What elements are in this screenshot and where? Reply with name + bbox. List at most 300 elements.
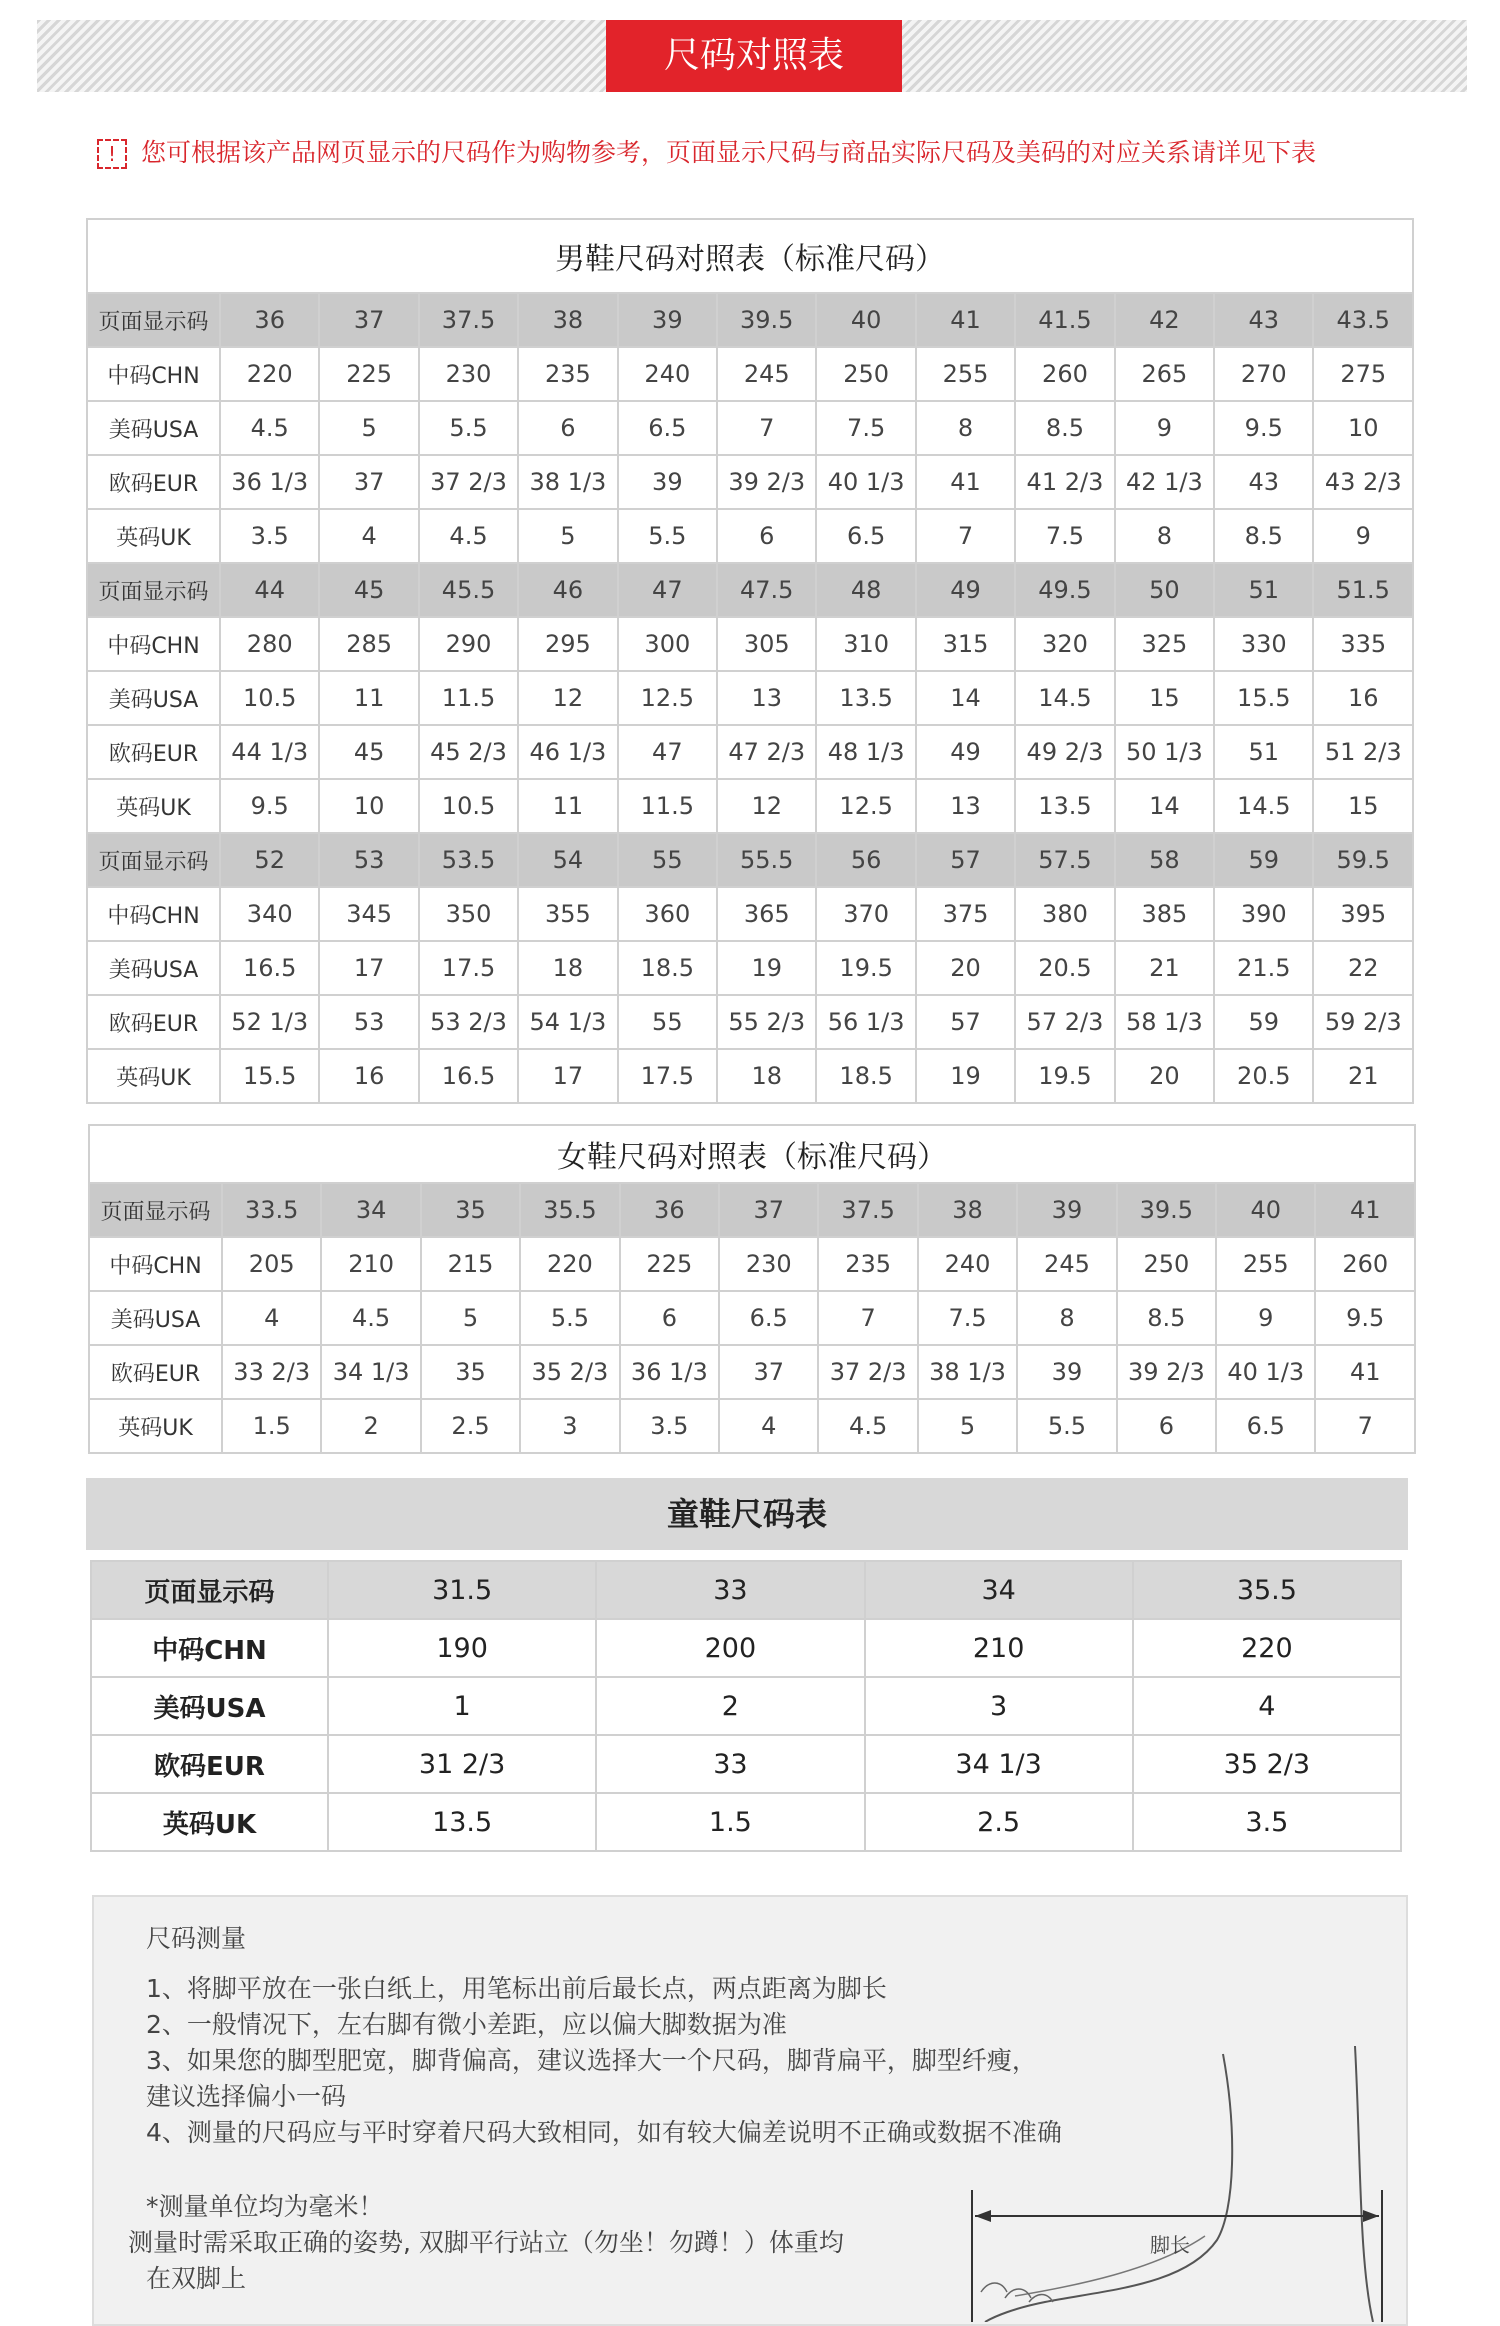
size-cell: 14 (916, 671, 1015, 725)
row-label: 中码CHN (87, 617, 220, 671)
size-cell: 34 (321, 1183, 420, 1237)
size-cell: 250 (816, 347, 915, 401)
size-cell: 255 (1216, 1237, 1315, 1291)
row-label: 页面显示码 (91, 1561, 328, 1619)
size-cell: 6.5 (719, 1291, 818, 1345)
size-cell: 48 (816, 563, 915, 617)
size-cell: 33 (596, 1735, 864, 1793)
size-cell: 58 1/3 (1115, 995, 1214, 1049)
size-cell: 6.5 (1216, 1399, 1315, 1453)
size-cell: 8 (1017, 1291, 1116, 1345)
size-cell: 325 (1115, 617, 1214, 671)
size-cell: 39 (1017, 1345, 1116, 1399)
table-row (87, 833, 1413, 887)
size-cell: 11 (518, 779, 617, 833)
size-cell: 350 (419, 887, 518, 941)
size-cell: 3.5 (620, 1399, 719, 1453)
size-cell: 40 (1216, 1183, 1315, 1237)
size-cell: 37 (319, 455, 418, 509)
size-cell: 17.5 (618, 1049, 717, 1103)
size-cell: 37.5 (818, 1183, 917, 1237)
size-cell: 53 (319, 833, 418, 887)
size-cell: 38 1/3 (918, 1345, 1017, 1399)
size-cell: 35 2/3 (1133, 1735, 1401, 1793)
men-table-title: 男鞋尺码对照表（标准尺码） (87, 219, 1413, 293)
size-cell: 11.5 (419, 671, 518, 725)
size-cell: 5 (319, 401, 418, 455)
size-cell: 305 (717, 617, 816, 671)
table-row (87, 725, 1413, 779)
size-cell: 42 (1115, 293, 1214, 347)
kids-table-title: 童鞋尺码表 (86, 1478, 1408, 1550)
measure-step: 建议选择偏小一码 (146, 2082, 347, 2111)
row-label: 欧码EUR (87, 995, 220, 1049)
size-cell: 51 (1214, 725, 1313, 779)
size-cell: 16.5 (419, 1049, 518, 1103)
size-cell: 270 (1214, 347, 1313, 401)
row-label: 英码UK (91, 1793, 328, 1851)
size-cell: 220 (520, 1237, 619, 1291)
size-cell: 59 2/3 (1313, 995, 1413, 1049)
size-cell: 190 (328, 1619, 596, 1677)
size-cell: 220 (1133, 1619, 1401, 1677)
table-row (89, 1345, 1415, 1399)
size-cell: 59 (1214, 995, 1313, 1049)
size-cell: 2 (321, 1399, 420, 1453)
size-cell: 53 (319, 995, 418, 1049)
size-cell: 390 (1214, 887, 1313, 941)
size-cell: 7 (818, 1291, 917, 1345)
size-cell: 240 (918, 1237, 1017, 1291)
size-cell: 8.5 (1214, 509, 1313, 563)
measure-note: 测量时需采取正确的姿势, 双脚平行站立（勿坐！勿蹲！）体重均 (128, 2228, 844, 2257)
size-cell: 6 (717, 509, 816, 563)
size-cell: 14.5 (1015, 671, 1114, 725)
size-cell: 52 (220, 833, 319, 887)
size-cell: 20.5 (1015, 941, 1114, 995)
size-cell: 205 (222, 1237, 321, 1291)
size-cell: 33 2/3 (222, 1345, 321, 1399)
size-cell: 7 (916, 509, 1015, 563)
size-cell: 57.5 (1015, 833, 1114, 887)
size-cell: 39.5 (717, 293, 816, 347)
row-label: 中码CHN (87, 887, 220, 941)
size-cell: 48 1/3 (816, 725, 915, 779)
row-label: 页面显示码 (89, 1183, 222, 1237)
size-cell: 220 (220, 347, 319, 401)
size-cell: 41 (1315, 1345, 1415, 1399)
size-cell: 260 (1015, 347, 1114, 401)
notice (97, 133, 1316, 169)
size-cell: 265 (1115, 347, 1214, 401)
row-label: 页面显示码 (87, 563, 220, 617)
table-row (91, 1677, 1401, 1735)
row-label: 欧码EUR (87, 455, 220, 509)
table-row (87, 941, 1413, 995)
size-cell: 46 (518, 563, 617, 617)
size-cell: 56 1/3 (816, 995, 915, 1049)
size-cell: 17 (319, 941, 418, 995)
size-cell: 8.5 (1015, 401, 1114, 455)
size-cell: 36 1/3 (620, 1345, 719, 1399)
size-cell: 225 (319, 347, 418, 401)
size-cell: 1 (328, 1677, 596, 1735)
size-cell: 21.5 (1214, 941, 1313, 995)
size-cell: 6 (1117, 1399, 1216, 1453)
size-cell: 13.5 (816, 671, 915, 725)
size-cell: 51 2/3 (1313, 725, 1413, 779)
size-cell: 10.5 (419, 779, 518, 833)
size-cell: 6 (518, 401, 617, 455)
size-cell: 20 (1115, 1049, 1214, 1103)
size-cell: 210 (865, 1619, 1133, 1677)
size-cell: 51 (1214, 563, 1313, 617)
row-label: 页面显示码 (87, 293, 220, 347)
size-cell: 320 (1015, 617, 1114, 671)
size-cell: 3 (865, 1677, 1133, 1735)
row-label: 美码USA (87, 401, 220, 455)
table-row (87, 401, 1413, 455)
size-cell: 33.5 (222, 1183, 321, 1237)
size-cell: 7.5 (816, 401, 915, 455)
size-cell: 18.5 (816, 1049, 915, 1103)
table-row (87, 347, 1413, 401)
size-cell: 21 (1313, 1049, 1413, 1103)
size-cell: 3.5 (220, 509, 319, 563)
size-cell: 39 (618, 293, 717, 347)
table-row (87, 671, 1413, 725)
table-row (91, 1793, 1401, 1851)
row-label: 中码CHN (89, 1237, 222, 1291)
size-cell: 200 (596, 1619, 864, 1677)
table-row (89, 1183, 1415, 1237)
size-cell: 47 2/3 (717, 725, 816, 779)
size-cell: 17.5 (419, 941, 518, 995)
measure-note: *测量单位均为毫米！ (146, 2192, 384, 2221)
size-cell: 13 (717, 671, 816, 725)
size-cell: 310 (816, 617, 915, 671)
size-cell: 290 (419, 617, 518, 671)
size-cell: 345 (319, 887, 418, 941)
size-cell: 9 (1115, 401, 1214, 455)
men-size-table (86, 218, 1414, 1104)
size-cell: 37 (719, 1345, 818, 1399)
size-cell: 16 (319, 1049, 418, 1103)
size-cell: 47 (618, 725, 717, 779)
row-label: 美码USA (87, 941, 220, 995)
size-cell: 37 2/3 (818, 1345, 917, 1399)
size-cell: 240 (618, 347, 717, 401)
size-cell: 31.5 (328, 1561, 596, 1619)
size-cell: 34 1/3 (321, 1345, 420, 1399)
size-cell: 8 (916, 401, 1015, 455)
size-cell: 255 (916, 347, 1015, 401)
size-cell: 43 (1214, 455, 1313, 509)
size-cell: 41 (916, 455, 1015, 509)
size-cell: 41 (916, 293, 1015, 347)
size-cell: 8.5 (1117, 1291, 1216, 1345)
size-cell: 56 (816, 833, 915, 887)
size-cell: 35 (421, 1183, 520, 1237)
size-cell: 33 (596, 1561, 864, 1619)
size-cell: 215 (421, 1237, 520, 1291)
table-row (91, 1735, 1401, 1793)
size-cell: 50 (1115, 563, 1214, 617)
size-cell: 12.5 (816, 779, 915, 833)
size-cell: 7 (1315, 1399, 1415, 1453)
row-label: 页面显示码 (87, 833, 220, 887)
size-cell: 40 1/3 (1216, 1345, 1315, 1399)
measure-step: 1、将脚平放在一张白纸上，用笔标出前后最长点，两点距离为脚长 (146, 1974, 887, 2003)
size-cell: 55 (618, 833, 717, 887)
kids-size-table (90, 1560, 1402, 1852)
size-cell: 225 (620, 1237, 719, 1291)
size-cell: 43.5 (1313, 293, 1413, 347)
size-cell: 330 (1214, 617, 1313, 671)
size-cell: 34 (865, 1561, 1133, 1619)
size-cell: 235 (518, 347, 617, 401)
size-cell: 37 2/3 (419, 455, 518, 509)
size-cell: 46 1/3 (518, 725, 617, 779)
row-label: 英码UK (87, 1049, 220, 1103)
size-cell: 375 (916, 887, 1015, 941)
size-cell: 3.5 (1133, 1793, 1401, 1851)
size-cell: 5 (918, 1399, 1017, 1453)
row-label: 欧码EUR (87, 725, 220, 779)
foot-length-label: 脚长 (1150, 2235, 1190, 2257)
size-cell: 9.5 (1214, 401, 1313, 455)
size-cell: 57 2/3 (1015, 995, 1114, 1049)
size-cell: 335 (1313, 617, 1413, 671)
size-cell: 340 (220, 887, 319, 941)
size-cell: 9 (1313, 509, 1413, 563)
size-cell: 370 (816, 887, 915, 941)
size-cell: 13 (916, 779, 1015, 833)
size-cell: 36 1/3 (220, 455, 319, 509)
size-cell: 21 (1115, 941, 1214, 995)
size-cell: 41.5 (1015, 293, 1114, 347)
measure-step: 4、测量的尺码应与平时穿着尺码大致相同，如有较大偏差说明不正确或数据不准确 (146, 2118, 1062, 2147)
table-row (87, 617, 1413, 671)
size-cell: 36 (620, 1183, 719, 1237)
size-cell: 4.5 (321, 1291, 420, 1345)
size-cell: 39 (1017, 1183, 1116, 1237)
size-cell: 57 (916, 995, 1015, 1049)
size-cell: 4.5 (220, 401, 319, 455)
size-cell: 49 2/3 (1015, 725, 1114, 779)
size-cell: 35 (421, 1345, 520, 1399)
size-cell: 38 (518, 293, 617, 347)
size-cell: 53.5 (419, 833, 518, 887)
size-cell: 49 (916, 563, 1015, 617)
size-cell: 5.5 (520, 1291, 619, 1345)
row-label: 美码USA (91, 1677, 328, 1735)
size-cell: 14.5 (1214, 779, 1313, 833)
size-cell: 230 (419, 347, 518, 401)
size-cell: 37 (719, 1183, 818, 1237)
table-row (87, 563, 1413, 617)
size-cell: 47 (618, 563, 717, 617)
table-row (89, 1237, 1415, 1291)
size-cell: 13.5 (1015, 779, 1114, 833)
size-cell: 210 (321, 1237, 420, 1291)
size-cell: 39 2/3 (717, 455, 816, 509)
notice-text: 您可根据该产品网页显示的尺码作为购物参考，页面显示尺码与商品实际尺码及美码的对应关系请详见下表 (141, 138, 1317, 167)
size-cell: 4.5 (419, 509, 518, 563)
size-cell: 315 (916, 617, 1015, 671)
size-cell: 19.5 (1015, 1049, 1114, 1103)
table-row (87, 1049, 1413, 1103)
warning-icon: ! (97, 139, 127, 169)
size-cell: 58 (1115, 833, 1214, 887)
size-cell: 4 (222, 1291, 321, 1345)
row-label: 中码CHN (91, 1619, 328, 1677)
size-cell: 16.5 (220, 941, 319, 995)
size-cell: 31 2/3 (328, 1735, 596, 1793)
size-cell: 38 (918, 1183, 1017, 1237)
size-cell: 4 (319, 509, 418, 563)
size-cell: 5.5 (419, 401, 518, 455)
size-cell: 43 2/3 (1313, 455, 1413, 509)
row-label: 英码UK (87, 509, 220, 563)
size-cell: 4 (719, 1399, 818, 1453)
size-cell: 50 1/3 (1115, 725, 1214, 779)
size-cell: 7 (717, 401, 816, 455)
size-cell: 245 (717, 347, 816, 401)
row-label: 美码USA (89, 1291, 222, 1345)
size-cell: 38 1/3 (518, 455, 617, 509)
size-cell: 37.5 (419, 293, 518, 347)
size-cell: 14 (1115, 779, 1214, 833)
size-cell: 6.5 (618, 401, 717, 455)
row-label: 欧码EUR (91, 1735, 328, 1793)
size-cell: 19 (717, 941, 816, 995)
size-cell: 7.5 (918, 1291, 1017, 1345)
size-cell: 235 (818, 1237, 917, 1291)
size-cell: 43 (1214, 293, 1313, 347)
table-row (91, 1619, 1401, 1677)
size-cell: 39.5 (1117, 1183, 1216, 1237)
size-cell: 230 (719, 1237, 818, 1291)
size-cell: 8 (1115, 509, 1214, 563)
size-cell: 53 2/3 (419, 995, 518, 1049)
size-cell: 275 (1313, 347, 1413, 401)
size-cell: 245 (1017, 1237, 1116, 1291)
size-cell: 1.5 (222, 1399, 321, 1453)
size-cell: 37 (319, 293, 418, 347)
women-table-title: 女鞋尺码对照表（标准尺码） (89, 1125, 1415, 1183)
size-cell: 12.5 (618, 671, 717, 725)
size-cell: 395 (1313, 887, 1413, 941)
size-cell: 295 (518, 617, 617, 671)
size-cell: 55 (618, 995, 717, 1049)
size-cell: 5 (421, 1291, 520, 1345)
size-cell: 20 (916, 941, 1015, 995)
size-cell: 19 (916, 1049, 1015, 1103)
size-cell: 13.5 (328, 1793, 596, 1851)
table-row (87, 887, 1413, 941)
size-cell: 7.5 (1015, 509, 1114, 563)
size-cell: 9 (1216, 1291, 1315, 1345)
size-cell: 54 1/3 (518, 995, 617, 1049)
size-cell: 12 (717, 779, 816, 833)
size-cell: 15.5 (1214, 671, 1313, 725)
measure-note: 在双脚上 (146, 2264, 247, 2293)
size-cell: 11.5 (618, 779, 717, 833)
size-cell: 45 2/3 (419, 725, 518, 779)
size-cell: 18 (518, 941, 617, 995)
size-cell: 40 (816, 293, 915, 347)
size-cell: 44 1/3 (220, 725, 319, 779)
size-cell: 52 1/3 (220, 995, 319, 1049)
size-cell: 385 (1115, 887, 1214, 941)
size-cell: 35 2/3 (520, 1345, 619, 1399)
size-cell: 5.5 (618, 509, 717, 563)
size-cell: 22 (1313, 941, 1413, 995)
table-row (87, 509, 1413, 563)
page-title: 尺码对照表 (606, 20, 902, 92)
women-size-table (88, 1124, 1416, 1454)
size-cell: 5.5 (1017, 1399, 1116, 1453)
size-cell: 17 (518, 1049, 617, 1103)
size-cell: 35.5 (1133, 1561, 1401, 1619)
table-row (89, 1399, 1415, 1453)
size-cell: 250 (1117, 1237, 1216, 1291)
foot-length-diagram (955, 2040, 1395, 2322)
table-row (87, 455, 1413, 509)
size-cell: 41 (1315, 1183, 1415, 1237)
size-cell: 47.5 (717, 563, 816, 617)
size-cell: 54 (518, 833, 617, 887)
table-row (87, 779, 1413, 833)
size-cell: 285 (319, 617, 418, 671)
size-cell: 9.5 (220, 779, 319, 833)
size-cell: 49 (916, 725, 1015, 779)
size-cell: 355 (518, 887, 617, 941)
row-label: 欧码EUR (89, 1345, 222, 1399)
size-cell: 15.5 (220, 1049, 319, 1103)
size-cell: 10 (319, 779, 418, 833)
table-row (89, 1291, 1415, 1345)
size-cell: 260 (1315, 1237, 1415, 1291)
size-cell: 35.5 (520, 1183, 619, 1237)
size-cell: 55 2/3 (717, 995, 816, 1049)
size-cell: 360 (618, 887, 717, 941)
size-cell: 12 (518, 671, 617, 725)
size-cell: 18 (717, 1049, 816, 1103)
table-row (87, 293, 1413, 347)
size-cell: 45.5 (419, 563, 518, 617)
size-cell: 6 (620, 1291, 719, 1345)
size-cell: 10 (1313, 401, 1413, 455)
size-cell: 41 2/3 (1015, 455, 1114, 509)
size-cell: 18.5 (618, 941, 717, 995)
size-cell: 380 (1015, 887, 1114, 941)
size-cell: 51.5 (1313, 563, 1413, 617)
size-cell: 4 (1133, 1677, 1401, 1735)
size-cell: 15 (1115, 671, 1214, 725)
size-cell: 57 (916, 833, 1015, 887)
size-cell: 39 (618, 455, 717, 509)
row-label: 美码USA (87, 671, 220, 725)
size-cell: 300 (618, 617, 717, 671)
size-cell: 39 2/3 (1117, 1345, 1216, 1399)
size-cell: 280 (220, 617, 319, 671)
size-cell: 55.5 (717, 833, 816, 887)
size-cell: 2.5 (421, 1399, 520, 1453)
measure-title: 尺码测量 (146, 1924, 247, 1953)
size-cell: 5 (518, 509, 617, 563)
